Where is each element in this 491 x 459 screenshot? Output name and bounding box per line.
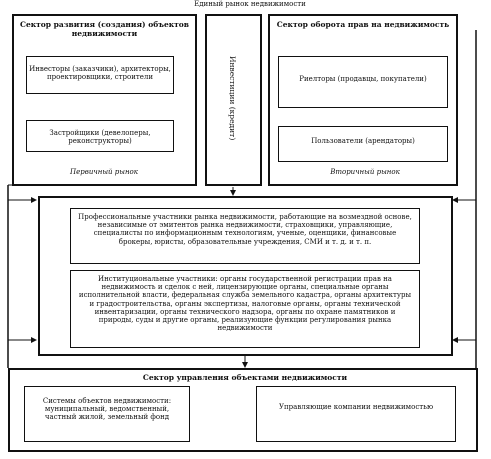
professional-participants: Профессиональные участники рынка недвижимости, работающие на возмездной основе, независимые от эмитентов рынка недвижимости, страховщики, управляющие, специалисты по информационным технологиям, ученые, оценщики, финансовые брокеры, юристы, образовательные учреждения, СМИ и т. д. и т. п.	[70, 208, 420, 264]
right-sector-header: Сектор оборота прав на недвижимость	[276, 20, 450, 29]
left-sector	[12, 14, 197, 186]
bottom-sector-header: Сектор управления объектами недвижимости	[142, 373, 348, 382]
left-sector-header: Сектор развития (создания) объектов недвижимости	[19, 20, 189, 38]
right-box-users: Пользователи (арендаторы)	[278, 126, 448, 162]
center-column-label: Инвестиции (кредит)	[228, 55, 238, 141]
right-box-realtors: Риелторы (продавцы, покупатели)	[278, 56, 448, 108]
participants-block	[38, 196, 453, 356]
bottom-box-managers: Управляющие компании недвижимостью	[256, 386, 456, 442]
right-sector	[268, 14, 458, 186]
bottom-box-systems: Системы объектов недвижимости: муниципальный, ведомственный, частный жилой, земельный фонд	[24, 386, 190, 442]
center-column	[205, 14, 262, 186]
left-box-investors: Инвесторы (заказчики), архитекторы, проектировщики, строители	[26, 56, 174, 94]
diagram-title: Единый рынок недвижимости	[194, 0, 306, 8]
bottom-sector	[8, 368, 478, 452]
institutional-participants: Институциональные участники: органы государственной регистрации прав на недвижимость и сделок с ней, лицензирующие органы, специальные органы исполнительной власти, федеральная служба земельного кадастра, органы архитектуры и градостроительства, органы экспертизы, налоговые органы, органы технической инвентаризации, органы технического надзора, органы по охране памятников и природы, суды и другие органы, реализующие функции регулирования рынка недвижимости	[70, 270, 420, 348]
left-box-developers: Застройщики (девелоперы, реконструкторы)	[26, 120, 174, 152]
right-sector-footer: Вторичный рынок	[330, 168, 400, 176]
left-sector-footer: Первичный рынок	[70, 168, 138, 176]
